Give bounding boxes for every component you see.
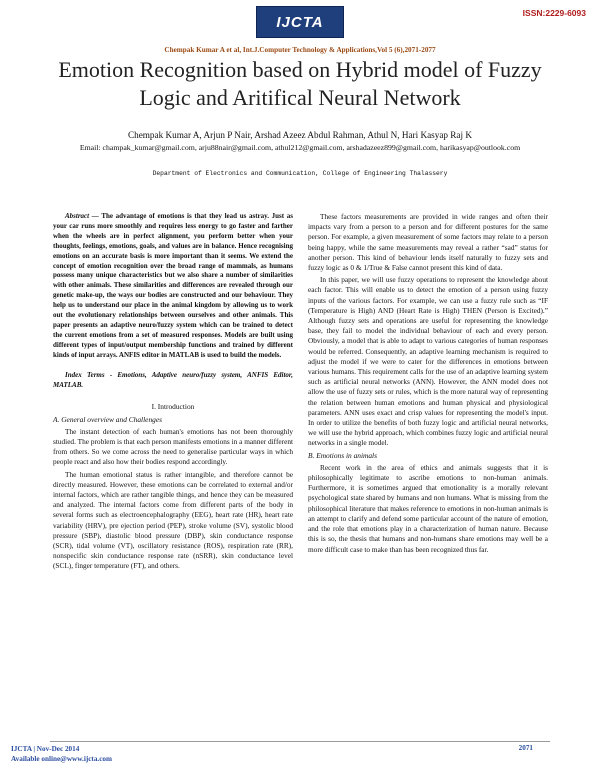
department-affiliation: Department of Electronics and Communication, College of Engineering Thalassery <box>152 170 448 177</box>
page-number: 2071 <box>518 744 533 752</box>
author-list: Chempak Kumar A, Arjun P Nair, Arshad Azeez Abdul Rahman, Athul N, Hari Kasyap Raj K <box>127 130 472 140</box>
footer-journal-info <box>11 744 112 764</box>
body-paragraph: The instant detection of each human's emotions has not been thoroughly studied. The problem is that each person manifests emotions in a manner different from others. So we come across the need to generalise particular ways in which people react and also how their bodies respond accordingly. <box>53 426 293 467</box>
right-column <box>308 212 548 557</box>
section-heading-introduction: I. Introduction <box>151 402 195 412</box>
abstract <box>53 212 293 361</box>
footer-website: Available online@www.ijcta.com <box>11 755 112 763</box>
footer-divider <box>50 741 550 742</box>
body-paragraph: These factors measurements are provided in wide ranges and often their impacts vary from a person to a person and for different postures for the same person. For example, a given measurement of some factors may relate to a person being happy, while the same measurements may reveal a rather “sad” status for another person. This kind of behaviour lends itself naturally to fuzzy sets and fuzzy logic as 0 & 1/True & False cannot present this kind of data. <box>308 212 548 273</box>
subsection-heading-animals: B. Emotions in animals <box>308 450 377 460</box>
body-paragraph: In this paper, we will use fuzzy operations to represent the knowledge about each factor. This will enable us to detect the emotion of a person using fuzzy inputs of the various factors. For example, we can use a fuzzy rule such as “IF (Temperature is High) AND (Heart Rate is High) THEN (Person is Excited).” Although fuzzy sets and operations are useful for representing the knowledge base, they fail to model the individual behaviour of each and every person. Obviously, a model that is able to adapt to various categories of human responses would be referred. Consequently, an adaptive learning mechanism is required to adjust the model if we were to cater for the differences in emotions between various humans. This requirement calls for the use of an adaptive learning system such as artificial neural networks (ANN). However, the ANN model does not allow the use of fuzzy sets or rules, which is the more natural way of representing the relation between human emotions and human physical and physiological parameters. ANN uses exact and crisp values for representing the model's input. In order to utilize the benefits of both fuzzy logic and artificial neural networks, we will use the hybrid approach, which combines fuzzy logic and artificial neural networks in a single model. <box>308 275 548 448</box>
paper-title: Emotion Recognition based on Hybrid model of Fuzzy Logic and Aritifical Neural Network <box>58 57 542 110</box>
journal-logo <box>256 6 344 38</box>
body-paragraph: Recent work in the area of ethics and animals suggests that it is philosophically legitimate to ascribe emotions to non-human animals. Furthermore, it is sometimes argued that emotionality is a morally relevant psychological state shared by humans and non humans. What is missing from the philosophical literature that makes reference to emotions in non-human animals is an attempt to clarify and defend some particular account of the nature of emotion, and the role that emotions play in a characterization of human nature. Because this is so, the thesis that humans and non-humans share emotions may well be a more difficult case to make than has been recognized thus far. <box>308 462 548 554</box>
index-terms: Index Terms - Emotions, Adaptive neuro/fuzzy system, ANFIS Editor, MATLAB. <box>53 370 293 389</box>
issn-number: ISSN:2229-6093 <box>522 8 586 18</box>
author-emails: Email: champak_kumar@gmail.com, arju88nair@gmail.com, athul212@gmail.com, arshadazeez899@gmail.com, harikasyap@outlook.com <box>79 143 521 152</box>
body-paragraph: The human emotional status is rather intangible, and therefore cannot be directly measured. However, these emotions can be correlated to external and/or internal factors, which are rather tangible things, and hence they can be measured and analyzed. The internal factors come from different parts of the body in several forms such as electroencephalography (EEG), heart rate (HR), heart rate variability (HRV), pre ejection period (PEP), stroke volume (SV), systolic blood pressure (SBP), diastolic blood pressure (DBP), skin conductance response (SCR), tidal volume (VT), oscillatory resistance (ROS), respiration rate (RR), nonspecific skin conductance response rate (nSRR), skin conductance level (SCL), finger temperature (FT), and others. <box>53 469 293 571</box>
journal-logo-text: IJCTA <box>276 13 324 31</box>
footer-issue: IJCTA | Nov-Dec 2014 <box>11 745 80 753</box>
abstract-text: The advantage of emotions is that they lead us astray. Just as your car runs more smoothly and requires less energy to go faster and farther when the wheels are in perfect alignment, you perform better when your thoughts, feelings, emotions, goals, and values are in balance. Hence recognising emotions on an accurate basis is more important than it seems. We extend the concept of emotion recognition over the broad range of mammals, as humans possess many unique characteristics but we also share a number of similarities with other animals. These similarities and differences are revealed through our genetic make-up, the ways our bodies are constructed and our behaviour. They help us to understand our place in the animal kingdom by allowing us to work out the evolutionary relationships between ourselves and other animals. This paper presents an adaptive neuro/fuzzy system which can be trained to detect the current emotions from a set of measured responses. Models are built using different types of input/output membership functions and trained by different kinds of input arrays. ANFIS editor in MATLAB is used to build the models. <box>53 212 293 359</box>
abstract-label: Abstract — <box>65 212 99 220</box>
left-column <box>53 212 293 574</box>
subsection-heading-overview: A. General overview and Challenges <box>53 414 162 424</box>
journal-citation-line: Chempak Kumar A et al, Int.J.Computer Technology & Applications,Vol 5 (6),2071-2077 <box>164 46 436 54</box>
